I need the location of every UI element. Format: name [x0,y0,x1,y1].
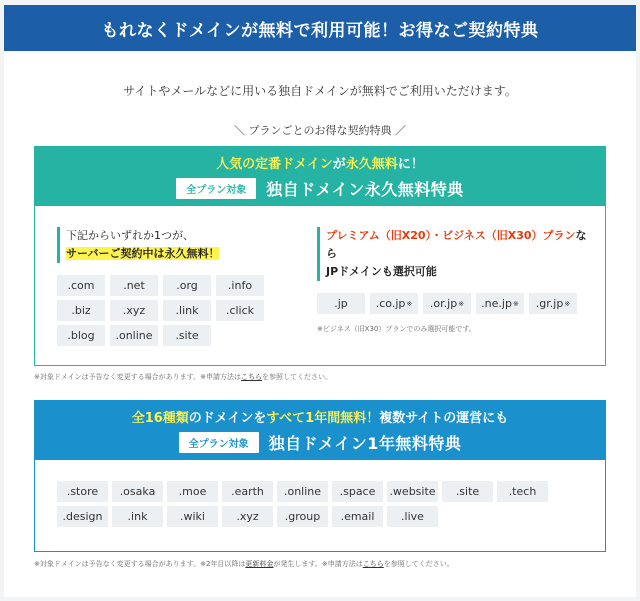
free-highlight: サーバーご契約中は永久無料！ [66,247,220,260]
domain-chip: .ink [112,506,163,527]
one-year-domain-list [57,481,587,527]
panel-catchphrase [216,153,424,172]
domain-chip: .jp [317,293,365,314]
all-plans-badge: 全プラン対象 [179,432,259,453]
domain-chip: .earth [222,481,273,502]
domain-chip: .website [387,481,438,502]
renewal-fee-link[interactable]: 更新料金 [245,560,274,568]
domain-chip: .moe [167,481,218,502]
domain-chip: .com [57,275,105,296]
note-text: ※対象ドメインは予告なく変更する場合があります。※2年目以降は [34,560,246,568]
panel-header [35,401,605,460]
desc-line1: 下記からいずれか1つが、 [66,229,194,242]
domain-chip: .org [163,275,211,296]
panel-title: 独自ドメイン1年無料特典 [268,434,462,453]
domain-chip: .click [216,300,264,321]
panel-title-row [179,431,462,454]
panel1-footnote [34,372,332,382]
standard-domains-column [57,227,287,346]
jp-desc-line2: JPドメインも選択可能 [326,265,437,278]
domain-chip: .online [277,481,328,502]
panel-header [35,147,605,206]
catch-permanent-free: 永久無料 [345,157,398,172]
panel2-footnote [34,559,454,569]
jp-domains-column [317,227,587,334]
domain-chip: .store [57,481,108,502]
nara: なら [326,229,587,260]
domain-chip: .site [442,481,493,502]
note-text: ※対象ドメインは予告なく変更する場合があります。※申請方法は [34,373,241,381]
domain-chip: .xyz [222,506,273,527]
domain-chip: .xyz [110,300,158,321]
application-method-link[interactable]: こちら [362,560,384,568]
standard-domains-description [57,227,287,263]
catch-16-types: 全16種類 [131,411,189,426]
header-title: もれなくドメインが無料で利用可能！お得なご契約特典 [101,20,539,41]
domain-chip: .gr.jp ※ [529,293,577,314]
business-plan-note: ※ビジネス（旧X30）プランでのみ選択可能です。 [317,325,476,333]
all-plans-badge: 全プラン対象 [176,178,256,199]
domain-chip: .space [332,481,383,502]
domain-chip: .osaka [112,481,163,502]
main-content [4,51,636,597]
domain-chip: .link [163,300,211,321]
domain-chip: .group [277,506,328,527]
domain-chip: .tech [497,481,548,502]
domain-chip: .site [163,325,211,346]
catch-ga: が [332,157,346,172]
domain-chip: .blog [57,325,105,346]
one-year-free-domain-panel [34,400,606,552]
jp-domains-description [317,227,587,281]
catch-one-year-free: すべて1年間無料！ [266,411,380,426]
page-header [4,5,636,51]
desc-line2 [66,245,287,263]
plan-benefits-heading: ＼ プランごとのお得な契約特典 ／ [234,124,406,137]
panel-title-row [176,177,464,200]
standard-domain-list [57,275,287,346]
intro-text: サイトやメールなどに用いる独自ドメインが無料でご利用いただけます。 [123,84,517,98]
domain-chip: .design [57,506,108,527]
note-text-end: を参照してください。 [383,560,454,568]
domain-chip: .email [332,506,383,527]
domain-chip: .ne.jp ※ [476,293,524,314]
jp-desc-line1 [326,227,587,263]
catch-ni: に！ [397,157,424,172]
panel-catchphrase [132,407,509,426]
catch-domain-wo: のドメインを [188,411,267,426]
panel-title: 独自ドメイン永久無料特典 [266,180,464,199]
domain-chip: .live [387,506,438,527]
domain-chip: .info [216,275,264,296]
domain-chip: .biz [57,300,105,321]
catch-popular-domain: 人気の定番ドメイン [216,157,333,172]
jp-domain-list [317,293,587,314]
domain-chip: .co.jp ※ [370,293,418,314]
note-text-end: を参照してください。 [261,373,332,381]
domain-chip: .wiki [167,506,218,527]
premium-business-plan: プレミアム（旧X20）・ビジネス（旧X30）プラン [326,229,576,242]
domain-chip: .net [110,275,158,296]
catch-multiple-sites: 複数サイトの運営にも [379,411,509,426]
domain-chip: .or.jp ※ [423,293,471,314]
domain-chip: .online [110,325,158,346]
application-method-link[interactable]: こちら [240,373,262,381]
permanent-free-domain-panel [34,146,606,366]
note-text-mid: が発生します。※申請方法は [273,560,363,568]
